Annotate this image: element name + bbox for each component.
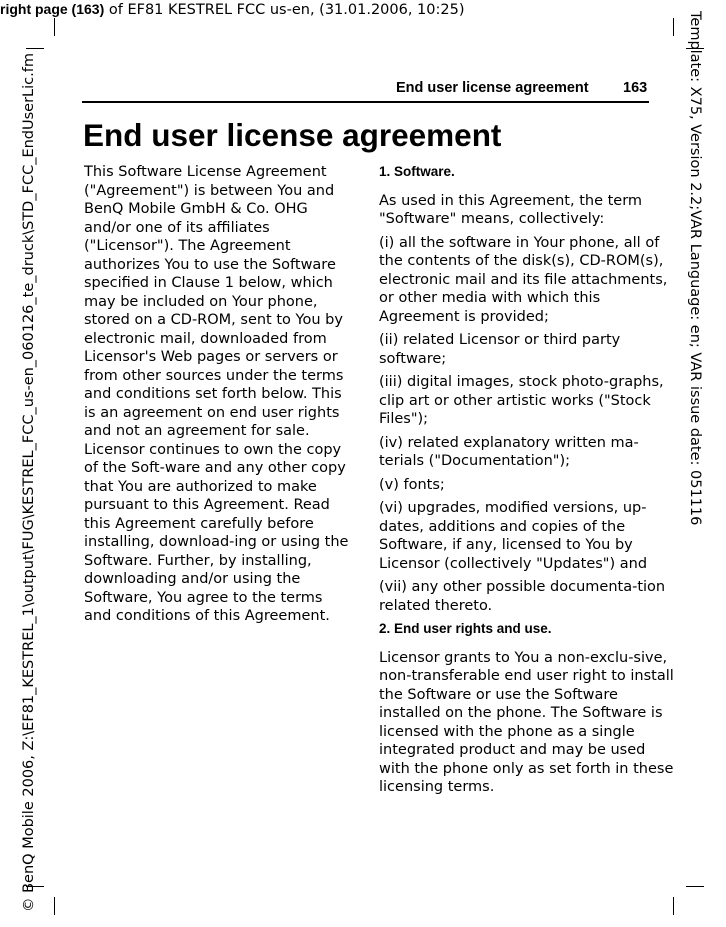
crop-mark — [54, 897, 55, 915]
left-column — [84, 163, 350, 631]
header-rule — [82, 101, 649, 103]
section-1-lead: As used in this Agreement, the term "Software" means, collectively: — [379, 192, 643, 227]
section-2-heading: 2. End user rights and use. — [379, 621, 552, 636]
crop-mark — [26, 48, 44, 49]
section-2-body: Licensor grants to You a non-exclu-sive, non-transferable end user right to install the Software or use the Software installed on the phone. The Software is licensed with the phone as a single integrated product and may be used with the phone only as set forth in these licensing terms. — [379, 649, 674, 795]
print-slug-info: of EF81 KESTREL FCC us-en, (31.01.2006, 10:25) — [104, 2, 465, 18]
print-slug — [0, 0, 465, 19]
crop-mark — [673, 18, 674, 36]
crop-mark — [686, 886, 704, 887]
intro-paragraph: This Software License Agreement ("Agreement") is between You and BenQ Mobile GmbH & Co. OHG and/or one of its affiliates ("Licensor"). The Agreement authorizes You to use the Software specified in Clause 1 below, which may be included on Your phone, stored on a CD-ROM, sent to You by electronic mail, downloaded from Licensor's Web pages or servers or from other sources under the terms and conditions set forth below. This is an agreement on end user rights and not an agreement for sale. Licensor continues to own the copy of the Soft-ware and any other copy that You are authorized to make pursuant to this Agreement. Read this Agreement carefully before installing, download-ing or using the Software. Further, by installing, downloading and/or using the Software, You agree to the terms and conditions of this Agreement. — [84, 164, 349, 624]
page-number: 163 — [623, 80, 648, 96]
section-1-item: (i) all the software in Your phone, all of the contents of the disk(s), CD-ROM(s), electronic mail and its file attachments, or other media with which this Agreement is provided; — [379, 234, 668, 325]
print-slug-page: right page (163) — [0, 1, 105, 17]
side-template-info: Template: X75, Version 2.2;VAR Language: en; VAR issue date: 051116 — [687, 11, 703, 526]
section-1-heading: 1. Software. — [379, 164, 455, 179]
section-1-item: (vi) upgrades, modified versions, up-dates, additions and copies of the Software, if any, licensed to You by Licensor (collectively "Updates") and — [379, 500, 648, 572]
section-1-item: (iv) related explanatory written ma-terials ("Documentation"); — [379, 434, 639, 469]
running-header-title: End user license agreement — [396, 80, 589, 96]
section-1-item: (iii) digital images, stock photo-graphs, clip art or other artistic works ("Stock Files"); — [379, 374, 664, 427]
right-column — [379, 163, 676, 802]
side-copyright-path: © BenQ Mobile 2006, Z:\EF81_KESTREL_1\output\FUG\KESTREL_FCC_us-en_060126_te_druck\STD_FCC_EndUserLic.fm — [21, 53, 37, 912]
crop-mark — [54, 18, 55, 36]
section-1-item: (v) fonts; — [379, 476, 445, 493]
page-title: End user license agreement — [83, 117, 502, 153]
section-1-item: (ii) related Licensor or third party software; — [379, 332, 621, 367]
section-1-item: (vii) any other possible documenta-tion related thereto. — [379, 579, 666, 614]
crop-mark — [673, 897, 674, 915]
